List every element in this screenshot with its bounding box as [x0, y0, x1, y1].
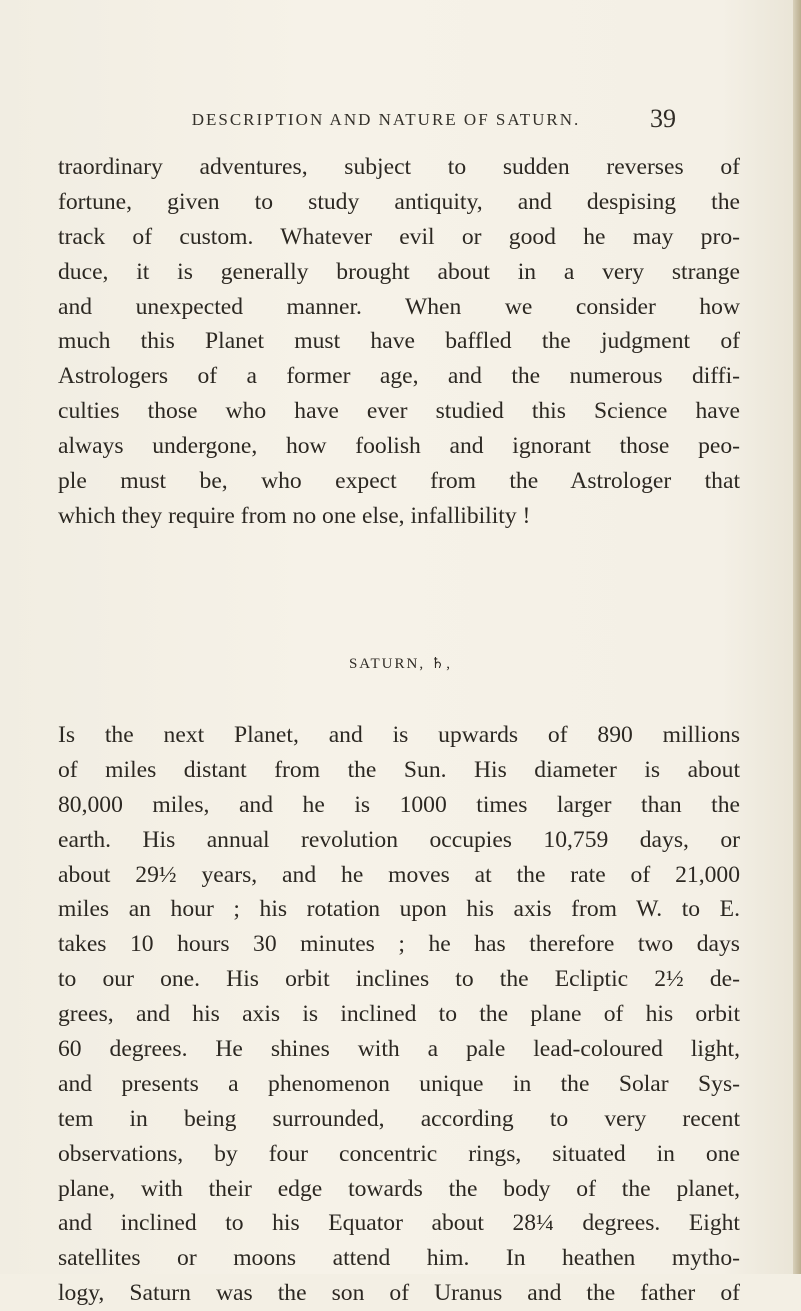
text-line: much this Planet must have baffled the judgment of [58, 328, 740, 355]
page-number: 39 [650, 104, 676, 133]
section-heading: SATURN, ♄, [348, 656, 453, 672]
text-line: fortune, given to study antiquity, and despising the [58, 188, 740, 215]
text-line: culties those who have ever studied this Science have [58, 398, 740, 425]
text-line: of miles distant from the Sun. His diameter is about [58, 756, 740, 783]
text-line: duce, it is generally brought about in a very strange [58, 258, 740, 285]
text-line: observations, by four concentric rings, situated in one [58, 1140, 740, 1167]
text-line: and presents a phenomenon unique in the Solar Sys- [58, 1070, 740, 1097]
text-line: about 29½ years, and he moves at the rate of 21,000 [58, 861, 740, 888]
text-line: plane, with their edge towards the body of the planet, [58, 1175, 740, 1202]
paragraph-1 [58, 150, 740, 534]
header-title: DESCRIPTION AND NATURE OF SATURN. [191, 110, 581, 129]
text-line: takes 10 hours 30 minutes ; he has therefore two days [58, 931, 740, 958]
text-line: which they require from no one else, infallibility ! [58, 502, 531, 529]
running-head [118, 104, 676, 140]
text-line: track of custom. Whatever evil or good he may pro- [58, 223, 740, 250]
text-line: grees, and his axis is inclined to the plane of his orbit [58, 1001, 740, 1028]
text-line: Is the next Planet, and is upwards of 890 millions [58, 722, 740, 748]
text-line: ple must be, who expect from the Astrologer that [58, 468, 740, 495]
text-line: logy, Saturn was the son of Uranus and the father of [58, 1280, 740, 1307]
text-line: 80,000 miles, and he is 1000 times larger than the [58, 791, 740, 818]
text-line: always undergone, how foolish and ignorant those peo- [58, 433, 740, 460]
text-line: and inclined to his Equator about 28¼ degrees. Eight [58, 1210, 740, 1237]
text-line: earth. His annual revolution occupies 10,759 days, or [58, 826, 740, 853]
page-edge [793, 0, 801, 1274]
text-line: traordinary adventures, subject to sudden reverses of [58, 154, 740, 180]
text-line: to our one. His orbit inclines to the Ecliptic 2½ de- [58, 966, 740, 993]
text-line: Astrologers of a former age, and the numerous diffi- [58, 363, 740, 390]
text-line: satellites or moons attend him. In heathen mytho- [58, 1245, 740, 1272]
text-line: 60 degrees. He shines with a pale lead-coloured light, [58, 1036, 740, 1063]
text-line: tem in being surrounded, according to very recent [58, 1105, 740, 1132]
paragraph-2 [58, 718, 740, 1311]
text-line: miles an hour ; his rotation upon his axis from W. to E. [58, 896, 740, 923]
text-line: and unexpected manner. When we consider how [58, 293, 740, 320]
